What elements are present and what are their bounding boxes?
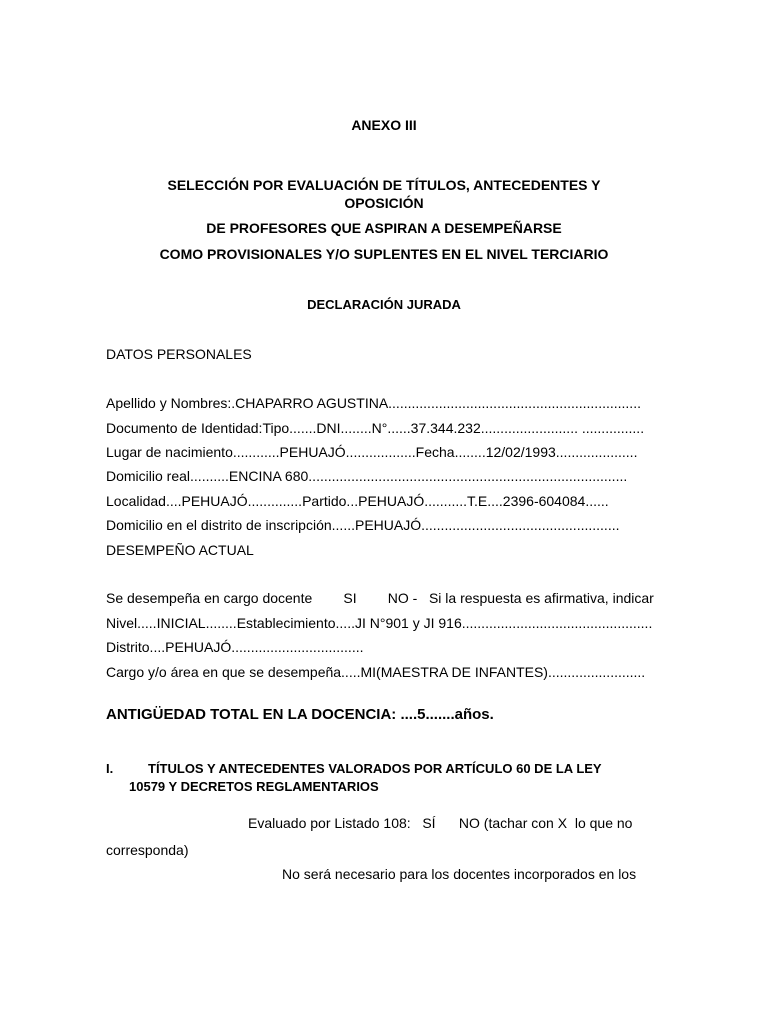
heading-line-2: OPOSICIÓN [344,195,424,211]
evaluated-continuation: corresponda) [106,842,189,858]
field-district-address: Domicilio en el distrito de inscripción......PEHUAJÓ................................................... [106,517,620,533]
seniority-total: ANTIGÜEDAD TOTAL EN LA DOCENCIA: ....5.......años. [106,706,494,723]
field-id-document: Documento de Identidad:Tipo.......DNI........N°......37.344.232......................... ................ [106,420,645,436]
section-note: No será necesario para los docentes incorporados en los [282,866,637,882]
current-performance-heading: DESEMPEÑO ACTUAL [106,542,254,558]
annex-title: ANEXO III [351,117,417,133]
subtitle: DECLARACIÓN JURADA [307,297,461,312]
field-level: Nivel.....INICIAL........Establecimiento.....JI N°901 y JI 916................................................. [106,615,653,631]
field-district: Distrito....PEHUAJÓ.................................. [106,639,364,655]
section-title-line-2: 10579 Y DECRETOS REGLAMENTARIOS [129,779,379,794]
field-address: Domicilio real..........ENCINA 680.................................................................................. [106,468,628,484]
heading-line-4: COMO PROVISIONALES Y/O SUPLENTES EN EL NIVEL TERCIARIO [159,246,609,262]
evaluated-line: Evaluado por Listado 108: SÍ NO (tachar con X lo que no [248,815,633,831]
field-birthplace: Lugar de nacimiento............PEHUAJÓ..................Fecha........12/02/1993..................... [106,444,638,460]
field-teaching-position: Se desempeña en cargo docente SI NO - Si la respuesta es afirmativa, indicar [106,590,654,606]
heading-line-1: SELECCIÓN POR EVALUACIÓN DE TÍTULOS, ANTECEDENTES Y [167,177,601,193]
personal-data-heading: DATOS PERSONALES [106,346,252,362]
heading-line-3: DE PROFESORES QUE ASPIRAN A DESEMPEÑARSE [206,220,562,236]
field-locality: Localidad....PEHUAJÓ..............Partido...PEHUAJÓ...........T.E....2396-604084...... [106,493,609,509]
section-title-line-1: TÍTULOS Y ANTECEDENTES VALORADOS POR ARTÍCULO 60 DE LA LEY [148,761,602,776]
section-number: I. [106,761,114,776]
field-role: Cargo y/o área en que se desempeña.....MI(MAESTRA DE INFANTES)......................... [106,664,646,680]
field-name: Apellido y Nombres:.CHAPARRO AGUSTINA................................................................. [106,395,641,411]
